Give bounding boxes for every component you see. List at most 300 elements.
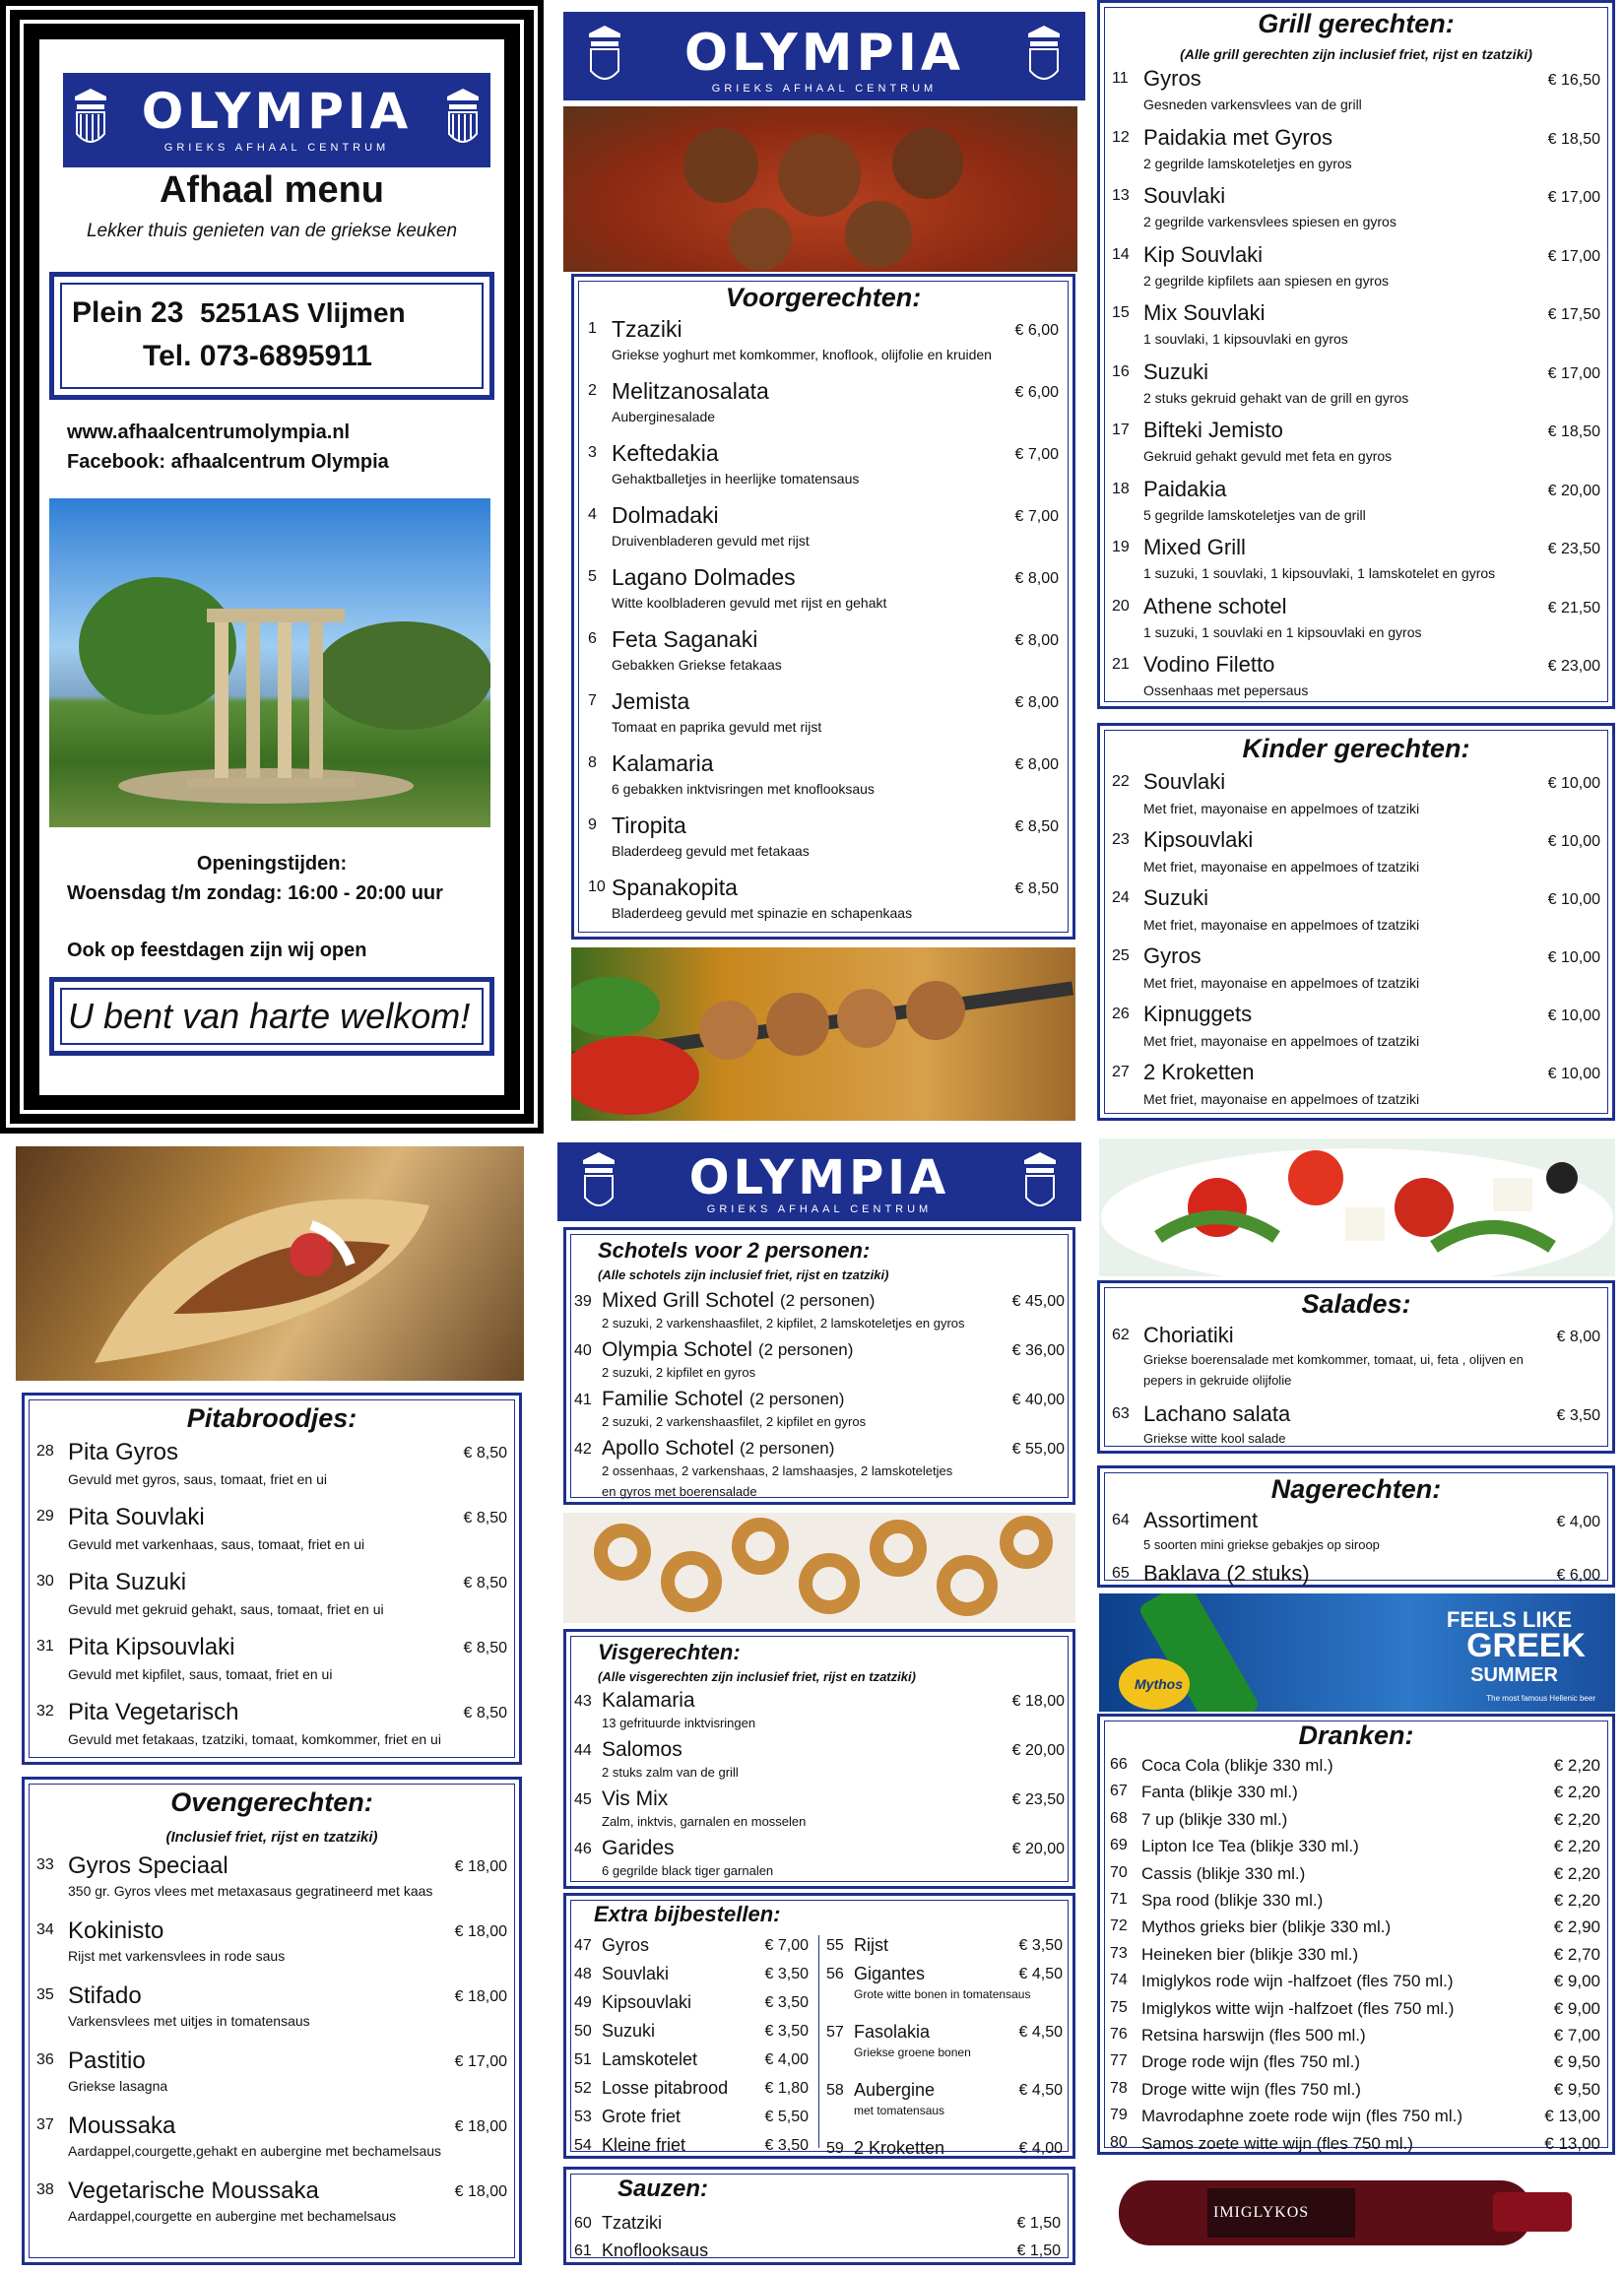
sauzen-list	[566, 2213, 1072, 2262]
ad-line2: GREEK	[1466, 1627, 1586, 1664]
item-number: 56	[826, 1966, 844, 1982]
extra-item	[566, 1992, 818, 2021]
item-price: € 18,00	[454, 1858, 507, 1875]
hours: Woensdag t/m zondag: 16:00 - 20:00 uur	[67, 882, 443, 904]
item-price: € 8,00	[1014, 694, 1059, 711]
item-description: Auberginesalade	[612, 409, 716, 424]
item-number: 26	[1112, 1006, 1130, 1022]
item-name: Vodino Filetto	[1143, 652, 1275, 677]
item-price: € 2,20	[1553, 1809, 1600, 1829]
item-price: € 3,50	[1556, 1407, 1600, 1424]
item-price: € 36,00	[1011, 1342, 1065, 1359]
item-price: € 10,00	[1547, 1007, 1600, 1024]
item-number: 12	[1112, 128, 1130, 146]
item-price: € 7,00	[1014, 508, 1059, 525]
item-price: € 10,00	[1547, 1066, 1600, 1082]
item-number: 24	[1112, 889, 1130, 906]
vis-list	[566, 1689, 1072, 1886]
meatballs-photo	[563, 106, 1077, 272]
drink-item	[1100, 1945, 1612, 1972]
item-name: Knoflooksaus	[602, 2241, 709, 2260]
salades-list	[1100, 1323, 1612, 1451]
item-number: 28	[36, 1443, 54, 1460]
item-description: Griekse lasagna	[68, 2078, 168, 2094]
item-number: 41	[574, 1392, 592, 1408]
item-name: Lamskotelet	[602, 2049, 698, 2069]
extra-item	[818, 2080, 1072, 2137]
item-price: € 4,50	[1018, 2024, 1063, 2041]
postcode: 5251AS Vlijmen	[200, 297, 406, 328]
item-number: 63	[1112, 1405, 1130, 1422]
item-number: 22	[1112, 773, 1130, 790]
item-description-2: en gyros met boerensalade	[602, 1484, 757, 1499]
menu-item	[1100, 652, 1612, 711]
menu-item	[1100, 1002, 1612, 1060]
item-number: 31	[36, 1638, 54, 1655]
item-name: Baklava (2 stuks)	[1143, 1561, 1310, 1586]
item-number: 79	[1110, 2107, 1128, 2124]
welcome-box	[49, 977, 494, 1056]
item-name: Fasolakia	[854, 2022, 931, 2042]
menu-item	[25, 2112, 519, 2177]
item-price: € 7,00	[1014, 446, 1059, 463]
item-number: 17	[1112, 422, 1130, 438]
item-number: 33	[36, 1856, 54, 1873]
souvlaki-photo	[571, 947, 1075, 1121]
item-name: Stifado	[68, 1982, 142, 2009]
ad-line1: FEELS LIKE	[1446, 1607, 1572, 1632]
item-name: Cassis (blikje 330 ml.)	[1141, 1863, 1306, 1883]
item-name: Imiglykos witte wijn -halfzoet (fles 750 ml.)	[1141, 1998, 1455, 2018]
section-title: Kinder gerechten:	[1242, 734, 1470, 763]
vis-section	[563, 1629, 1075, 1889]
kinder-list	[1100, 769, 1612, 1118]
item-price: € 8,50	[463, 1705, 507, 1721]
item-number: 42	[574, 1441, 592, 1458]
item-number: 35	[36, 1986, 54, 2003]
menu-item	[566, 1338, 1072, 1388]
item-price: € 5,50	[764, 2109, 809, 2125]
item-description: 350 gr. Gyros vlees met metaxasaus gegratineerd met kaas	[68, 1883, 433, 1899]
menu-item	[574, 688, 1072, 750]
item-description: Gevuld met gyros, saus, tomaat, friet en ui	[68, 1471, 328, 1487]
grill-section	[1097, 0, 1615, 709]
menu-item	[25, 1982, 519, 2047]
extra-section	[563, 1893, 1075, 2159]
item-price: € 23,50	[1547, 541, 1600, 557]
section-title: Grill gerechten:	[1258, 9, 1455, 38]
schotels-list	[566, 1289, 1072, 1502]
item-price: € 2,20	[1553, 1863, 1600, 1883]
item-price: € 2,20	[1553, 1783, 1600, 1802]
item-price: € 9,50	[1553, 2052, 1600, 2072]
item-price: € 7,00	[764, 1937, 809, 1954]
menu-item	[1100, 242, 1612, 301]
item-description: 2 gegrilde kipfilets aan spiesen en gyros	[1143, 272, 1390, 289]
section-title: Extra bijbestellen:	[594, 1902, 781, 1926]
item-price: € 18,50	[1547, 130, 1600, 148]
logo-banner-bottom	[557, 1142, 1081, 1221]
item-number: 74	[1110, 1972, 1128, 1989]
item-name: 2 Kroketten	[854, 2138, 945, 2158]
menu-item	[25, 1439, 519, 1504]
item-persons: (2 personen)	[758, 1340, 854, 1359]
item-name: Pita Kipsouvlaki	[68, 1634, 235, 1660]
section-title: Salades:	[1301, 1289, 1411, 1319]
extra-item	[818, 1964, 1072, 2021]
item-name: Droge witte wijn (fles 750 ml.)	[1141, 2079, 1361, 2099]
item-name: Athene schotel	[1143, 593, 1287, 618]
mythos-beer-ad	[1099, 1593, 1615, 1712]
item-number: 48	[574, 1966, 592, 1982]
cover-panel	[0, 0, 544, 1134]
menu-item	[574, 812, 1072, 875]
menu-item	[566, 1388, 1072, 1437]
item-number: 14	[1112, 245, 1130, 263]
item-name: Mix Souvlaki	[1143, 300, 1266, 325]
drink-item	[1100, 1783, 1612, 1809]
item-number: 72	[1110, 1917, 1128, 1935]
section-title: Sauzen:	[617, 2176, 709, 2202]
item-number: 25	[1112, 947, 1130, 964]
sauce-item	[566, 2241, 1072, 2268]
cover-subtitle: Lekker thuis genieten van de griekse keuken	[86, 221, 458, 241]
item-price: € 8,50	[463, 1445, 507, 1461]
item-number: 65	[1112, 1565, 1130, 1582]
extra-item	[566, 1935, 818, 1964]
item-description: 1 souvlaki, 1 kipsouvlaki en gyros	[1143, 331, 1348, 347]
item-price: € 6,00	[1556, 1567, 1600, 1584]
item-price: € 3,50	[1018, 1937, 1063, 1954]
item-price: € 18,00	[454, 1923, 507, 1940]
nagerechten-list	[1100, 1508, 1612, 1585]
section-title: Voorgerechten:	[725, 283, 922, 312]
item-description: Gevuld met varkenhaas, saus, tomaat, friet en ui	[68, 1536, 365, 1552]
menu-item	[566, 1787, 1072, 1837]
item-price: € 55,00	[1011, 1441, 1065, 1458]
item-number: 8	[588, 754, 597, 771]
item-name: Apollo Schotel	[602, 1437, 735, 1460]
item-price: € 6,00	[1014, 384, 1059, 401]
menu-item	[1100, 943, 1612, 1002]
item-price: € 3,50	[764, 1966, 809, 1982]
crest-icon	[1020, 1150, 1060, 1215]
item-price: € 10,00	[1547, 775, 1600, 792]
item-number: 69	[1110, 1837, 1128, 1854]
item-description: 13 gefrituurde inktvisringen	[602, 1716, 756, 1730]
item-description: 2 ossenhaas, 2 varkenshaas, 2 lamshaasjes, 2 lamskoteletjes	[602, 1463, 953, 1478]
item-price: € 20,00	[1547, 482, 1600, 499]
item-number: 49	[574, 1994, 592, 2011]
item-price: € 18,00	[1011, 1693, 1065, 1710]
extra-item	[566, 2135, 818, 2164]
item-price: € 6,00	[1014, 322, 1059, 339]
item-name: Mixed Grill	[1143, 535, 1246, 559]
extra-item	[566, 2021, 818, 2049]
item-number: 53	[574, 2109, 592, 2125]
brand-tagline: GRIEKS AFHAAL CENTRUM	[711, 83, 938, 95]
extra-item	[566, 2107, 818, 2135]
drink-item	[1100, 1891, 1612, 1917]
section-title: Ovengerechten:	[170, 1787, 373, 1817]
item-number: 59	[826, 2140, 844, 2157]
item-name: Tzatziki	[602, 2213, 663, 2233]
item-name: Suzuki	[1143, 885, 1209, 910]
pita-section	[22, 1393, 522, 1765]
item-name: Gigantes	[854, 1964, 926, 1983]
item-persons: (2 personen)	[740, 1439, 835, 1458]
item-name: Kalamaria	[602, 1689, 695, 1712]
item-number: 23	[1112, 831, 1130, 848]
item-number: 45	[574, 1791, 592, 1808]
item-description: Met friet, mayonaise en appelmoes of tzatziki	[1143, 801, 1420, 816]
menu-item	[566, 1738, 1072, 1787]
section-note: (Inclusief friet, rijst en tzatziki)	[165, 1829, 378, 1846]
item-number: 62	[1112, 1327, 1130, 1343]
item-number: 75	[1110, 1998, 1128, 2016]
item-number: 70	[1110, 1863, 1128, 1881]
grill-list	[1100, 66, 1612, 706]
item-name: Kipsouvlaki	[602, 1992, 692, 2012]
crest-icon	[579, 1150, 618, 1215]
item-name: Kokinisto	[68, 1917, 164, 1944]
item-name: Pita Suzuki	[68, 1569, 187, 1595]
cover-content	[39, 39, 504, 1095]
item-description: Griekse witte kool salade	[1143, 1431, 1286, 1446]
menu-item	[25, 1634, 519, 1699]
item-name: Gyros Speciaal	[68, 1852, 228, 1879]
item-price: € 21,50	[1547, 599, 1600, 617]
item-description: Gevuld met kipfilet, saus, tomaat, friet en ui	[68, 1666, 333, 1682]
menu-item	[1100, 885, 1612, 943]
item-number: 36	[36, 2051, 54, 2068]
item-name: Pastitio	[68, 2047, 146, 2074]
phone: Tel. 073-6895911	[143, 340, 372, 372]
menu-item	[574, 626, 1072, 688]
item-description: Gesneden varkensvlees van de grill	[1143, 97, 1362, 112]
menu-item	[1100, 477, 1612, 536]
calamari-photo	[563, 1513, 1075, 1623]
item-number: 4	[588, 506, 597, 523]
drink-item	[1100, 2026, 1612, 2052]
item-price: € 8,50	[463, 1640, 507, 1656]
item-price: € 8,00	[1014, 756, 1059, 773]
crest-icon	[585, 24, 624, 89]
brand-tagline: GRIEKS AFHAAL CENTRUM	[706, 1203, 933, 1215]
item-price: € 18,00	[454, 2183, 507, 2200]
item-number: 6	[588, 630, 597, 647]
item-name: Pita Souvlaki	[68, 1504, 205, 1530]
pita-list	[25, 1439, 519, 1762]
item-number: 73	[1110, 1944, 1128, 1962]
item-name: Coca Cola (blikje 330 ml.)	[1141, 1756, 1333, 1775]
item-name: Suzuki	[602, 2021, 656, 2041]
item-number: 27	[1112, 1064, 1130, 1080]
item-description: Bladerdeeg gevuld met fetakaas	[612, 843, 810, 859]
item-number: 34	[36, 1921, 54, 1938]
item-description: 2 stuks zalm van de grill	[602, 1765, 739, 1780]
item-name: Heineken bier (blikje 330 ml.)	[1141, 1944, 1359, 1964]
drink-item	[1100, 2052, 1612, 2079]
item-name: Dolmadaki	[612, 502, 719, 528]
item-number: 57	[826, 2024, 844, 2041]
item-name: Lachano salata	[1143, 1401, 1291, 1426]
temple-photo	[49, 498, 490, 827]
item-description-2: pepers in gekruide olijfolie	[1143, 1373, 1292, 1388]
bottle-label: IMIGLYKOS	[1213, 2204, 1310, 2221]
sauzen-section	[563, 2167, 1075, 2265]
menu-item	[25, 1699, 519, 1764]
item-name: Kip Souvlaki	[1143, 241, 1264, 267]
item-name: Keftedakia	[612, 440, 719, 466]
item-price: € 8,50	[463, 1575, 507, 1591]
item-description: Gebakken Griekse fetakaas	[612, 657, 782, 673]
item-price: € 17,00	[1547, 189, 1600, 206]
item-description: 1 suzuki, 1 souvlaki en 1 kipsouvlaki en gyros	[1143, 623, 1422, 640]
menu-item	[1100, 769, 1612, 827]
item-number: 58	[826, 2082, 844, 2099]
item-price: € 17,50	[1547, 306, 1600, 323]
item-price: € 8,00	[1014, 570, 1059, 587]
item-price: € 8,50	[1014, 880, 1059, 897]
crest-icon	[71, 87, 110, 152]
item-price: € 3,50	[764, 1994, 809, 2011]
item-description: 6 gegrilde black tiger garnalen	[602, 1863, 774, 1878]
item-price: € 4,00	[764, 2051, 809, 2068]
item-number: 67	[1110, 1783, 1128, 1800]
voorgerechten-list	[574, 316, 1072, 937]
section-note: (Alle schotels zijn inclusief friet, rijst en tzatziki)	[598, 1267, 889, 1282]
item-name: Feta Saganaki	[612, 626, 758, 652]
menu-item	[25, 1504, 519, 1569]
item-number: 3	[588, 444, 597, 461]
item-price: € 17,00	[1547, 247, 1600, 265]
item-name: Bifteki Jemisto	[1143, 418, 1283, 442]
item-name: Paidakia	[1143, 476, 1227, 501]
section-title: Nagerechten:	[1270, 1474, 1442, 1504]
oven-section	[22, 1777, 522, 2265]
item-number: 76	[1110, 2026, 1128, 2043]
item-description: 2 suzuki, 2 varkenshaasfilet, 2 kipfilet en gyros	[602, 1414, 867, 1429]
item-name: Spanakopita	[612, 875, 738, 900]
item-price: € 18,00	[454, 1988, 507, 2005]
facebook[interactable]: Facebook: afhaalcentrum Olympia	[67, 451, 389, 473]
menu-item	[25, 2177, 519, 2242]
brand-name: OLYMPIA	[688, 1150, 950, 1205]
item-number: 9	[588, 816, 597, 833]
item-number: 21	[1112, 656, 1130, 673]
item-description: Met friet, mayonaise en appelmoes of tzatziki	[1143, 975, 1420, 991]
item-price: € 9,00	[1553, 1998, 1600, 2018]
menu-item	[1100, 418, 1612, 477]
item-persons: (2 personen)	[780, 1291, 876, 1310]
menu-item	[25, 2047, 519, 2112]
item-name: Tzaziki	[612, 316, 682, 342]
item-price: € 2,20	[1553, 1891, 1600, 1910]
item-number: 1	[588, 320, 597, 337]
item-description: Rijst met varkensvlees in rode saus	[68, 1948, 286, 1964]
item-number: 11	[1112, 70, 1129, 87]
item-name: Aubergine	[854, 2080, 936, 2100]
item-price: € 9,00	[1553, 1972, 1600, 1991]
item-price: € 10,00	[1547, 833, 1600, 850]
menu-item	[25, 1569, 519, 1634]
item-name: Assortiment	[1143, 1508, 1259, 1532]
item-name: 7 up (blikje 330 ml.)	[1141, 1809, 1288, 1829]
item-name: Grote friet	[602, 2107, 682, 2126]
item-price: € 17,00	[454, 2053, 507, 2070]
item-number: 61	[574, 2242, 592, 2259]
holiday-note: Ook op feestdagen zijn wij open	[67, 940, 367, 961]
extra-item	[818, 2022, 1072, 2079]
address: Plein 23	[72, 296, 184, 329]
item-description: Aardappel,courgette,gehakt en aubergine met bechamelsaus	[68, 2143, 442, 2159]
item-name: Gyros	[1143, 943, 1202, 968]
item-number: 44	[574, 1742, 592, 1759]
item-description: 6 gebakken inktvisringen met knoflooksaus	[612, 781, 875, 797]
menu-item	[1100, 359, 1612, 419]
menu-item	[1100, 1323, 1612, 1401]
item-name: Droge rode wijn (fles 750 ml.)	[1141, 2052, 1361, 2072]
item-description: 2 stuks gekruid gehakt van de grill en gyros	[1143, 389, 1409, 406]
item-description: Ossenhaas met pepersaus	[1143, 682, 1309, 698]
item-name: Mavrodaphne zoete rode wijn (fles 750 ml.)	[1141, 2107, 1462, 2126]
menu-item	[566, 1837, 1072, 1886]
item-number: 13	[1112, 187, 1130, 204]
item-description: Gekruid gehakt gevuld met feta en gyros	[1143, 448, 1393, 464]
item-number: 40	[574, 1342, 592, 1359]
extra-right-list	[818, 1935, 1072, 2156]
item-name: Samos zoete witte wijn (fles 750 ml.)	[1141, 2133, 1413, 2153]
item-name: Souvlaki	[602, 1964, 670, 1983]
item-price: € 20,00	[1011, 1742, 1065, 1759]
item-number: 43	[574, 1693, 592, 1710]
drink-item	[1100, 2134, 1612, 2161]
item-description: Druivenbladeren gevuld met rijst	[612, 533, 810, 549]
crest-icon	[443, 87, 483, 152]
ad-brand: Mythos	[1135, 1676, 1183, 1692]
drink-item	[1100, 1972, 1612, 1998]
item-name: Gyros	[1143, 66, 1202, 91]
drink-item	[1100, 1756, 1612, 1783]
item-name: Suzuki	[1143, 358, 1209, 384]
item-persons: (2 personen)	[749, 1390, 845, 1408]
section-note: (Alle visgerechten zijn inclusief friet, rijst en tzatziki)	[598, 1669, 916, 1684]
voorgerechten-section	[571, 274, 1075, 940]
item-name: Spa rood (blikje 330 ml.)	[1141, 1891, 1324, 1910]
item-description: 5 gegrilde lamskoteletjes van de grill	[1143, 506, 1366, 523]
item-number: 37	[36, 2116, 54, 2133]
item-description: Varkensvlees met uitjes in tomatensaus	[68, 2013, 310, 2029]
item-price: € 8,50	[463, 1510, 507, 1526]
item-price: € 4,50	[1018, 2082, 1063, 2099]
menu-item	[566, 1689, 1072, 1738]
item-name: Lagano Dolmades	[612, 564, 796, 590]
item-price: € 20,00	[1011, 1841, 1065, 1857]
item-description: Aardappel,courgette en aubergine met bechamelsaus	[68, 2208, 397, 2224]
website[interactable]: www.afhaalcentrumolympia.nl	[67, 422, 351, 443]
schotels-section	[563, 1227, 1075, 1505]
menu-item	[574, 440, 1072, 502]
drink-item	[1100, 1837, 1612, 1863]
item-price: € 13,00	[1544, 2107, 1600, 2126]
welcome-text: U bent van harte welkom!	[68, 996, 471, 1036]
menu-item	[1100, 125, 1612, 184]
ad-small: The most famous Hellenic beer	[1486, 1694, 1595, 1703]
kinder-section	[1097, 723, 1615, 1121]
item-description: Grote witte bonen in tomatensaus	[854, 1987, 1031, 2001]
item-description: Gevuld met fetakaas, tzatziki, tomaat, komkommer, friet en ui	[68, 1731, 441, 1747]
